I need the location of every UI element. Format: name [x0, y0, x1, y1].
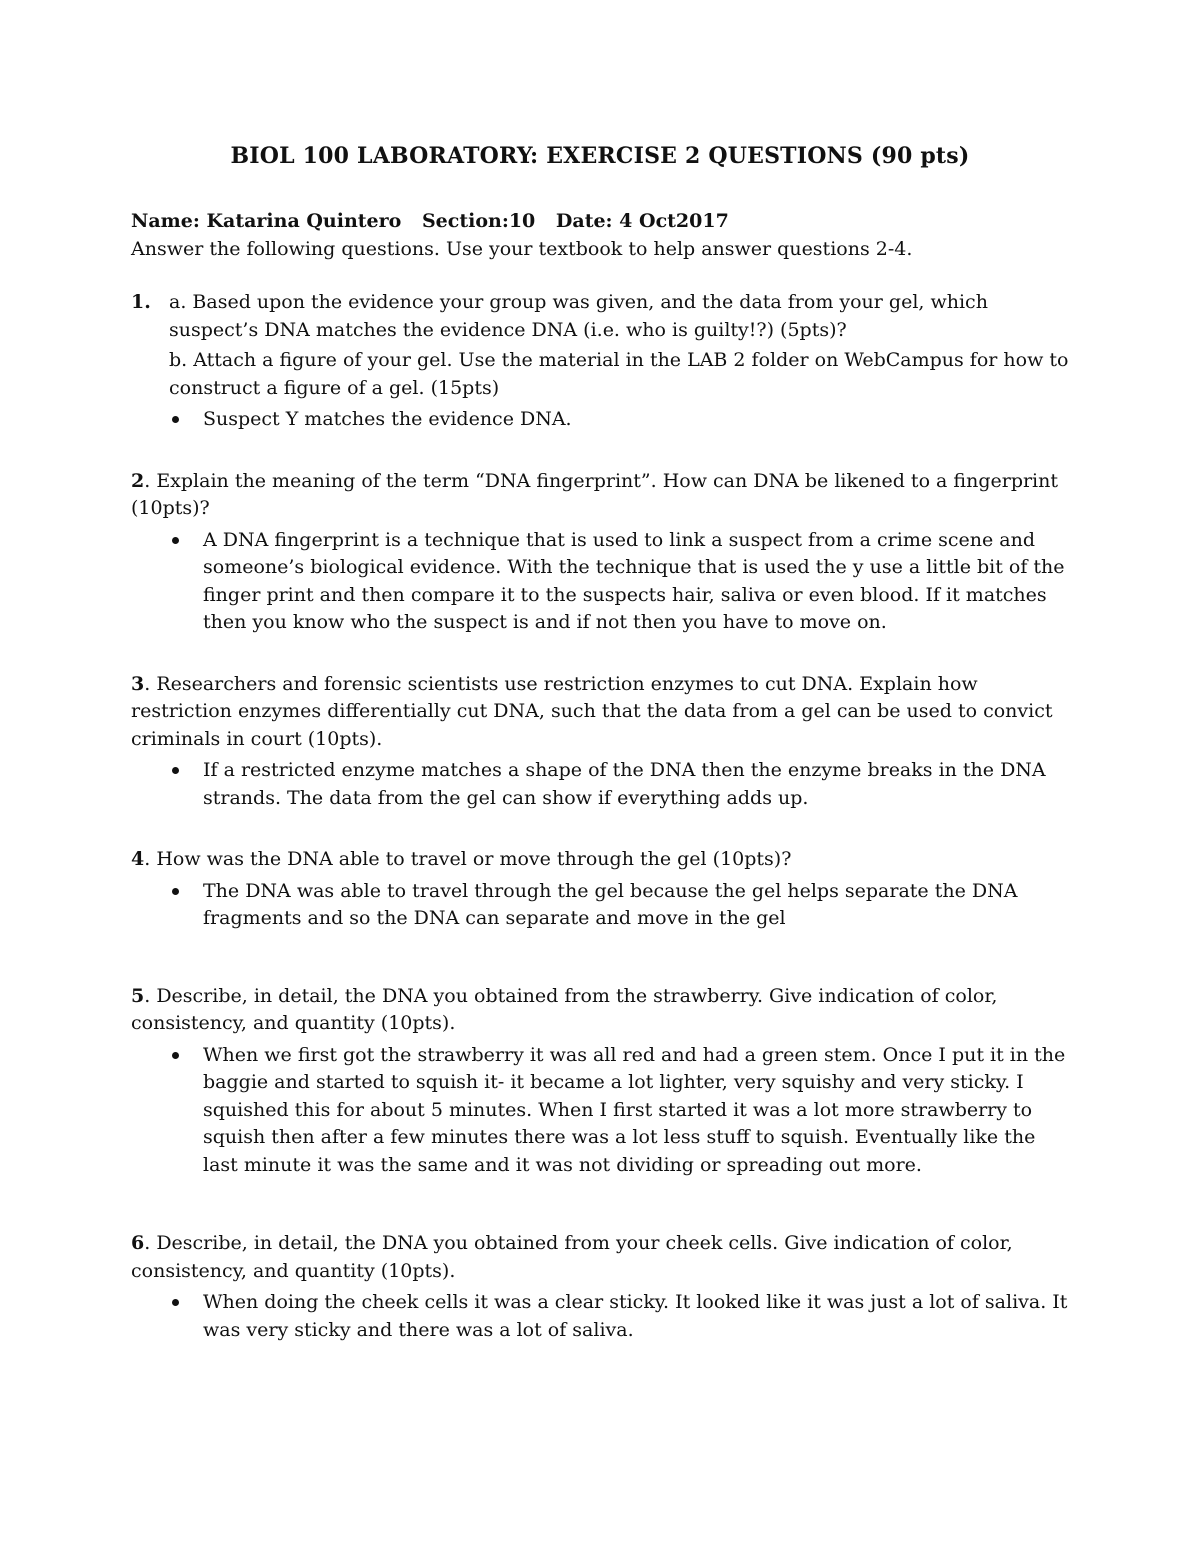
question-2-prompt [131, 468, 1071, 523]
question-4 [131, 846, 1071, 933]
question-5-answers [131, 1042, 1071, 1180]
instructions: Answer the following questions. Use your textbook to help answer questions 2-4. [131, 237, 913, 260]
question-4-answer: The DNA was able to travel through the gel because the gel helps separate the DNA fragments and so the DNA can separate and move in the gel [131, 878, 1071, 933]
question-5-text: . Describe, in detail, the DNA you obtained from the strawberry. Give indication of color, consistency, and quantity (10pts). [131, 984, 998, 1034]
question-1-answers [169, 406, 1071, 434]
question-1-part-b: b. Attach a figure of your gel. Use the material in the LAB 2 folder on WebCampus for how to construct a figure of a gel. (15pts) [169, 349, 1069, 399]
question-1-part-a: a. Based upon the evidence your group was given, and the data from your gel, which suspect’s DNA matches the evidence DNA (i.e. who is guilty!?) (5pts)? [169, 291, 988, 341]
question-3-answer: If a restricted enzyme matches a shape of the DNA then the enzyme breaks in the DNA strands. The data from the gel can show if everything adds up. [131, 757, 1071, 812]
question-4-text: . How was the DNA able to travel or move through the gel (10pts)? [144, 848, 792, 870]
question-6-number: 6 [131, 1232, 145, 1254]
question-5-number: 5 [131, 984, 145, 1007]
question-1-body [169, 289, 1071, 434]
question-3 [131, 671, 1071, 813]
question-2 [131, 468, 1071, 637]
question-6-answer: When doing the cheek cells it was a clear sticky. It looked like it was just a lot of saliva. It was very sticky and there was a lot of saliva. [131, 1289, 1071, 1344]
submission-date: Date: 4 Oct2017 [555, 210, 729, 232]
question-4-number: 4 [131, 848, 145, 870]
question-3-text: . Researchers and forensic scientists use restriction enzymes to cut DNA. Explain how restriction enzymes differentially cut DNA, such that the data from a gel can be used to convict criminals in court (10pts). [131, 672, 1053, 750]
question-5 [131, 983, 1071, 1180]
question-5-prompt [131, 983, 1071, 1038]
question-6-text: . Describe, in detail, the DNA you obtained from your cheek cells. Give indication of color, consistency, and quantity (10pts). [131, 1232, 1013, 1282]
question-1-answer: Suspect Y matches the evidence DNA. [169, 406, 1071, 434]
student-name: Name: Katarina Quintero [131, 210, 402, 232]
question-2-number: 2 [131, 469, 145, 492]
question-3-number: 3 [131, 672, 145, 695]
question-6 [131, 1230, 1071, 1344]
question-4-prompt [131, 846, 1071, 874]
document-title: BIOL 100 LABORATORY: EXERCISE 2 QUESTIONS (90 pts) [230, 143, 970, 169]
section-number: Section:10 [421, 210, 536, 232]
question-4-answers [131, 878, 1071, 933]
question-3-answers [131, 757, 1071, 812]
question-2-answers [131, 527, 1071, 637]
student-info-line [131, 208, 1071, 236]
question-2-text: . Explain the meaning of the term “DNA fingerprint”. How can DNA be likened to a fingerprint (10pts)? [131, 469, 1059, 519]
question-6-answers [131, 1289, 1071, 1344]
question-3-prompt [131, 671, 1071, 754]
question-6-prompt [131, 1230, 1071, 1285]
question-5-answer: When we first got the strawberry it was all red and had a green stem. Once I put it in the baggie and started to squish it- it became a lot lighter, very squishy and very sticky. I squished this for about 5 minutes. When I first started it was a lot more strawberry to squish then after a few minutes there was a lot less stuff to squish. Eventually like the last minute it was the same and it was not dividing or spreading out more. [131, 1042, 1071, 1180]
question-1 [131, 289, 1071, 434]
question-2-answer: A DNA fingerprint is a technique that is used to link a suspect from a crime scene and someone’s biological evidence. With the technique that is used the y use a little bit of the finger print and then compare it to the suspects hair, saliva or even blood. If it matches then you know who the suspect is and if not then you have to move on. [131, 527, 1071, 637]
question-1-number: 1. [131, 291, 151, 313]
document-body [131, 208, 1071, 1344]
